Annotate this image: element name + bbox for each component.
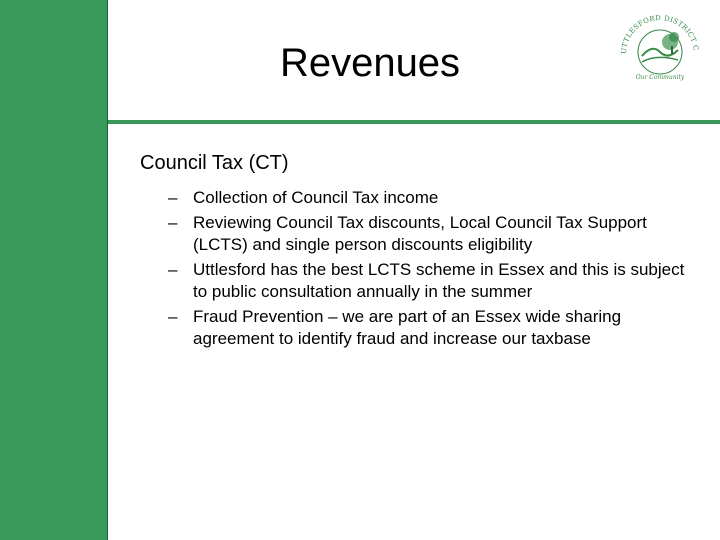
bullet-text: Uttlesford has the best LCTS scheme in Essex and this is subject to public consultation annually in the summer — [193, 260, 685, 301]
bullet-text: Collection of Council Tax income — [193, 188, 439, 207]
bullet-marker: – — [168, 213, 178, 232]
list-item — [140, 306, 700, 350]
bullet-list — [140, 187, 700, 350]
bullet-marker: – — [168, 307, 178, 326]
title-divider — [108, 120, 720, 124]
side-bar — [0, 0, 108, 540]
bullet-marker: – — [168, 188, 178, 207]
section-heading: Council Tax (CT) — [140, 152, 289, 174]
list-item — [140, 212, 700, 256]
slide-title: Revenues — [279, 41, 461, 85]
bullet-marker: – — [168, 260, 178, 279]
bullet-text: Reviewing Council Tax discounts, Local Council Tax Support (LCTS) and single person discounts eligibility — [193, 213, 647, 254]
list-item — [140, 259, 700, 303]
council-logo-icon — [612, 4, 708, 84]
bullet-text: Fraud Prevention – we are part of an Essex wide sharing agreement to identify fraud and increase our taxbase — [193, 307, 622, 348]
list-item — [140, 187, 700, 209]
svg-text:UTTLESFORD DISTRICT COUNCIL — [612, 4, 700, 54]
logo-tagline: Our Community — [635, 74, 685, 81]
logo-arc-text: UTTLESFORD DISTRICT C — [619, 13, 700, 55]
slide-body — [140, 150, 700, 353]
